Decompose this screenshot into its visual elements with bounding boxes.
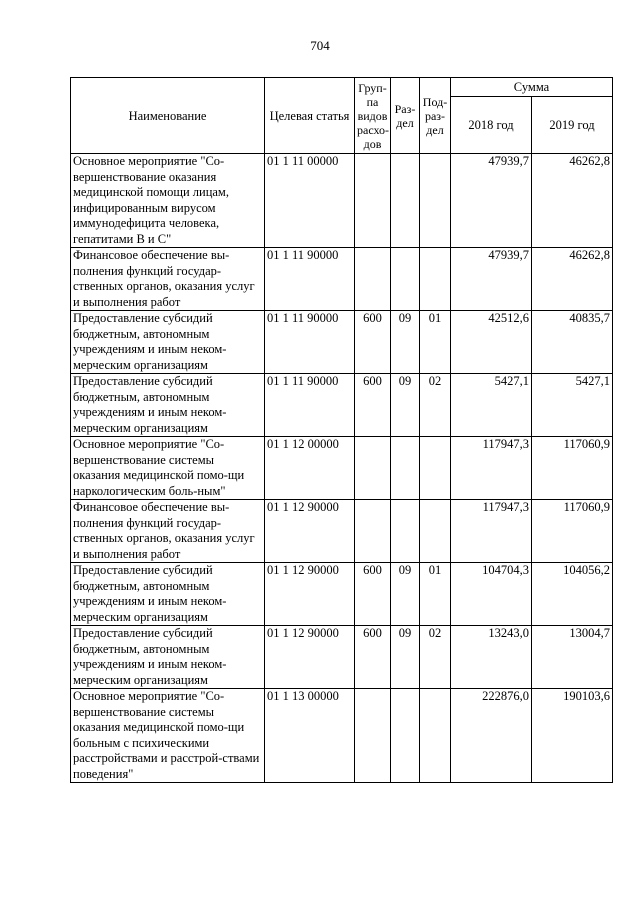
cell-name: Предоставление субсидий бюджетным, автономным учреждениям и иным неком-мерческим организациям — [71, 626, 265, 689]
cell-target-article: 01 1 12 90000 — [265, 500, 355, 563]
header-expense-group: Груп-па видов расхо-дов — [355, 78, 391, 154]
table-row — [71, 689, 613, 783]
budget-table — [70, 77, 613, 783]
cell-name: Предоставление субсидий бюджетным, автономным учреждениям и иным неком-мерческим организациям — [71, 311, 265, 374]
cell-expense-group — [355, 248, 391, 311]
cell-sum-2019: 117060,9 — [532, 437, 613, 500]
cell-target-article: 01 1 12 00000 — [265, 437, 355, 500]
cell-sum-2019: 104056,2 — [532, 563, 613, 626]
cell-sum-2018: 117947,3 — [451, 437, 532, 500]
cell-subsection — [420, 437, 451, 500]
cell-section — [391, 248, 420, 311]
page-number: 704 — [310, 38, 330, 53]
cell-subsection — [420, 248, 451, 311]
cell-target-article: 01 1 11 90000 — [265, 248, 355, 311]
cell-expense-group — [355, 437, 391, 500]
cell-name: Основное мероприятие "Со-вершенствование системы оказания медицинской помо-щи больным с психическими расстройствами и расстрой-ствами поведения" — [71, 689, 265, 783]
cell-expense-group — [355, 500, 391, 563]
cell-sum-2018: 5427,1 — [451, 374, 532, 437]
cell-expense-group: 600 — [355, 563, 391, 626]
table-body — [71, 154, 613, 783]
cell-sum-2019: 13004,7 — [532, 626, 613, 689]
cell-sum-2019: 46262,8 — [532, 248, 613, 311]
cell-name: Финансовое обеспечение вы-полнения функций государ-ственных органов, оказания услуг и выполнения работ — [71, 500, 265, 563]
header-sum: Сумма — [451, 78, 613, 97]
cell-sum-2019: 117060,9 — [532, 500, 613, 563]
cell-sum-2018: 42512,6 — [451, 311, 532, 374]
cell-section: 09 — [391, 626, 420, 689]
table-row — [71, 311, 613, 374]
cell-section — [391, 500, 420, 563]
header-target-article: Целевая статья — [265, 78, 355, 154]
cell-section — [391, 689, 420, 783]
cell-section — [391, 154, 420, 248]
header-name: Наименование — [71, 78, 265, 154]
cell-section: 09 — [391, 563, 420, 626]
table-row — [71, 374, 613, 437]
cell-target-article: 01 1 12 90000 — [265, 626, 355, 689]
cell-target-article: 01 1 13 00000 — [265, 689, 355, 783]
cell-expense-group: 600 — [355, 626, 391, 689]
table-row — [71, 626, 613, 689]
cell-sum-2018: 104704,3 — [451, 563, 532, 626]
cell-name: Финансовое обеспечение вы-полнения функций государ-ственных органов, оказания услуг и выполнения работ — [71, 248, 265, 311]
cell-expense-group: 600 — [355, 311, 391, 374]
cell-subsection: 02 — [420, 626, 451, 689]
cell-subsection: 02 — [420, 374, 451, 437]
cell-name: Основное мероприятие "Со-вершенствование системы оказания медицинской помо-щи наркологическим боль-ным" — [71, 437, 265, 500]
header-year-2019: 2019 год — [532, 97, 613, 154]
cell-subsection — [420, 154, 451, 248]
table-row — [71, 563, 613, 626]
cell-sum-2019: 46262,8 — [532, 154, 613, 248]
header-section: Раз-дел — [391, 78, 420, 154]
cell-name: Основное мероприятие "Со-вершенствование оказания медицинской помощи лицам, инфицированным вирусом иммунодефицита человека, гепатитами В и С" — [71, 154, 265, 248]
cell-sum-2019: 40835,7 — [532, 311, 613, 374]
cell-subsection — [420, 500, 451, 563]
header-year-2018: 2018 год — [451, 97, 532, 154]
cell-subsection — [420, 689, 451, 783]
cell-name: Предоставление субсидий бюджетным, автономным учреждениям и иным неком-мерческим организациям — [71, 374, 265, 437]
cell-target-article: 01 1 11 90000 — [265, 374, 355, 437]
cell-sum-2018: 222876,0 — [451, 689, 532, 783]
cell-sum-2018: 47939,7 — [451, 154, 532, 248]
cell-section: 09 — [391, 374, 420, 437]
cell-sum-2019: 190103,6 — [532, 689, 613, 783]
cell-target-article: 01 1 11 00000 — [265, 154, 355, 248]
header-subsection: Под-раз-дел — [420, 78, 451, 154]
cell-sum-2019: 5427,1 — [532, 374, 613, 437]
cell-expense-group: 600 — [355, 374, 391, 437]
cell-section — [391, 437, 420, 500]
table-row — [71, 500, 613, 563]
cell-sum-2018: 13243,0 — [451, 626, 532, 689]
cell-target-article: 01 1 11 90000 — [265, 311, 355, 374]
table-row — [71, 248, 613, 311]
cell-sum-2018: 47939,7 — [451, 248, 532, 311]
cell-subsection: 01 — [420, 311, 451, 374]
cell-expense-group — [355, 689, 391, 783]
cell-name: Предоставление субсидий бюджетным, автономным учреждениям и иным неком-мерческим организациям — [71, 563, 265, 626]
cell-expense-group — [355, 154, 391, 248]
cell-subsection: 01 — [420, 563, 451, 626]
table-row — [71, 154, 613, 248]
table-row — [71, 437, 613, 500]
cell-sum-2018: 117947,3 — [451, 500, 532, 563]
cell-section: 09 — [391, 311, 420, 374]
cell-target-article: 01 1 12 90000 — [265, 563, 355, 626]
table-header — [71, 78, 613, 154]
